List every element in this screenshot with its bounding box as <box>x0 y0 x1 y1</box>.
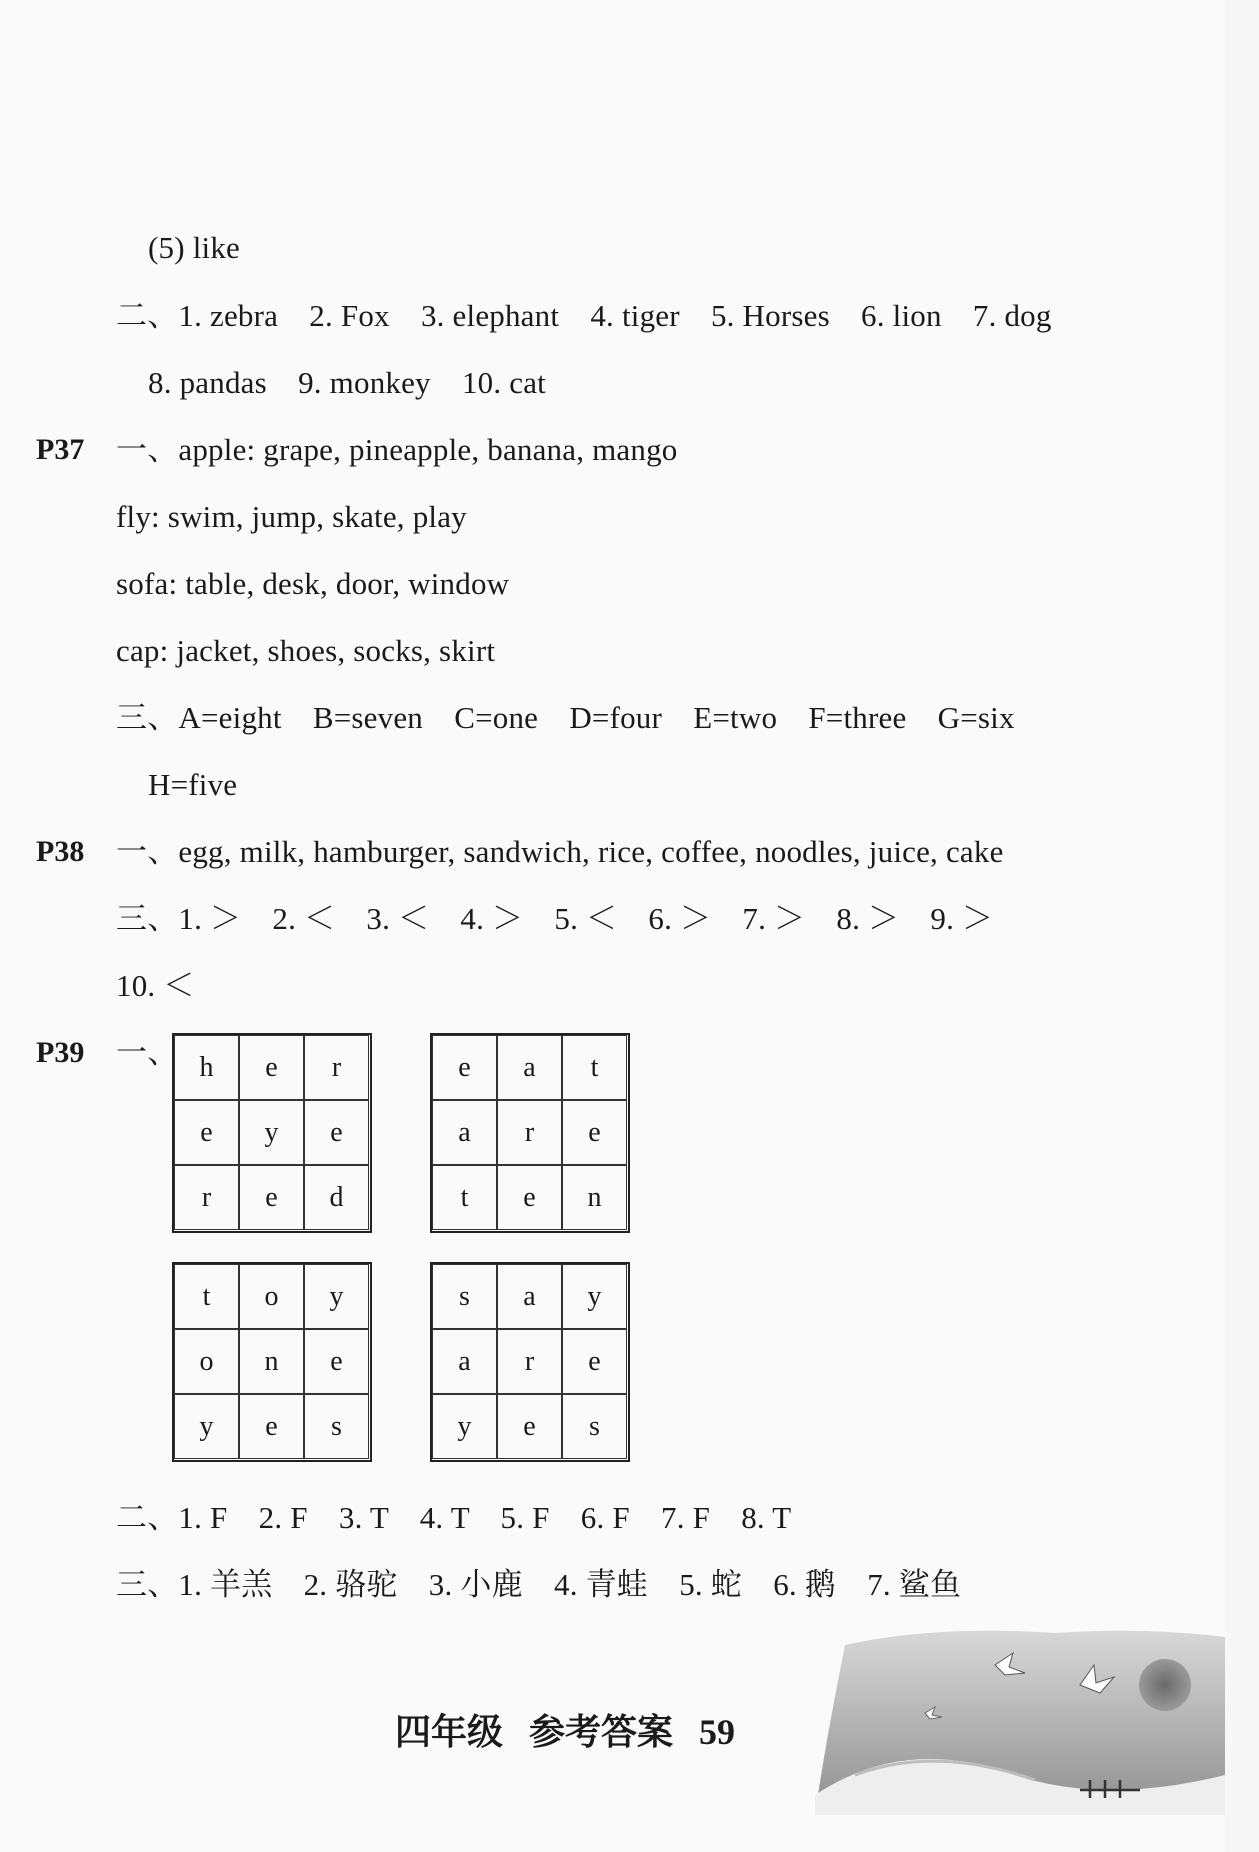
grid-cell: e <box>562 1100 627 1165</box>
grid-cell: e <box>174 1100 239 1165</box>
grid-cell: n <box>239 1329 304 1394</box>
grid-cell: o <box>239 1264 304 1329</box>
word-grid-3 <box>172 1262 372 1462</box>
page-label-p37: P37 <box>36 433 85 466</box>
answer-line: 三、1. 羊羔 2. 骆驼 3. 小鹿 4. 青蛙 5. 蛇 6. 鹅 7. 鲨鱼 <box>116 1567 962 1602</box>
answer-line: sofa: table, desk, door, window <box>116 566 510 601</box>
footer-grade: 四年级 <box>395 1712 504 1753</box>
grid-cell: r <box>304 1035 369 1100</box>
grid-cell: n <box>562 1165 627 1230</box>
grid-cell: a <box>497 1264 562 1329</box>
grid-cell: y <box>174 1394 239 1459</box>
grid-cell: a <box>432 1100 497 1165</box>
answer-line: 三、A=eight B=seven C=one D=four E=two F=three G=six <box>116 700 1015 735</box>
word-grid-4 <box>430 1262 630 1462</box>
grid-cell: y <box>304 1264 369 1329</box>
grid-cell: t <box>562 1035 627 1100</box>
grid-cell: r <box>497 1329 562 1394</box>
grid-cell: e <box>304 1329 369 1394</box>
grid-cell: r <box>174 1165 239 1230</box>
footer-page-number: 59 <box>699 1712 736 1752</box>
answer-line: fly: swim, jump, skate, play <box>116 499 467 534</box>
grid-cell: y <box>239 1100 304 1165</box>
footer-title: 参考答案 <box>529 1712 674 1753</box>
grid-cell: r <box>497 1100 562 1165</box>
grid-cell: e <box>497 1394 562 1459</box>
grid-cell: e <box>432 1035 497 1100</box>
page-label-p38: P38 <box>36 835 85 868</box>
answer-line: H=five <box>148 767 238 802</box>
grid-cell: s <box>304 1394 369 1459</box>
grid-cell: d <box>304 1165 369 1230</box>
grid-cell: o <box>174 1329 239 1394</box>
grid-cell: h <box>174 1035 239 1100</box>
grid-cell: e <box>239 1035 304 1100</box>
answer-line: 一、egg, milk, hamburger, sandwich, rice, coffee, noodles, juice, cake <box>116 834 1004 869</box>
answer-line: (5) like <box>148 230 240 265</box>
grid-cell: e <box>239 1394 304 1459</box>
grid-cell: e <box>562 1329 627 1394</box>
answer-line: 三、1. ＞ 2. ＜ 3. ＜ 4. ＞ 5. ＜ 6. ＞ 7. ＞ 8. ＞ 9. ＞ <box>116 901 994 936</box>
answer-line: 一、 <box>116 1035 179 1070</box>
page-footer <box>395 1704 761 1755</box>
word-grid-2 <box>430 1033 630 1233</box>
answer-line: cap: jacket, shoes, socks, skirt <box>116 633 496 668</box>
grid-cell: a <box>497 1035 562 1100</box>
grid-cell: a <box>432 1329 497 1394</box>
word-grid-1 <box>172 1033 372 1233</box>
grid-cell: t <box>174 1264 239 1329</box>
grid-cell: t <box>432 1165 497 1230</box>
grid-cell: e <box>304 1100 369 1165</box>
grid-cell: e <box>239 1165 304 1230</box>
grid-cell: s <box>432 1264 497 1329</box>
page-label-p39: P39 <box>36 1036 85 1069</box>
answer-line: 二、1. zebra 2. Fox 3. elephant 4. tiger 5. Horses 6. lion 7. dog <box>116 298 1052 333</box>
grid-cell: y <box>432 1394 497 1459</box>
answer-line: 二、1. F 2. F 3. T 4. T 5. F 6. F 7. F 8. T <box>116 1500 792 1535</box>
landscape-illustration <box>815 1625 1225 1815</box>
answer-line: 10. ＜ <box>116 968 195 1003</box>
grid-cell: s <box>562 1394 627 1459</box>
grid-cell: e <box>497 1165 562 1230</box>
grid-cell: y <box>562 1264 627 1329</box>
answer-line: 一、apple: grape, pineapple, banana, mango <box>116 432 678 467</box>
answer-line: 8. pandas 9. monkey 10. cat <box>148 365 546 400</box>
